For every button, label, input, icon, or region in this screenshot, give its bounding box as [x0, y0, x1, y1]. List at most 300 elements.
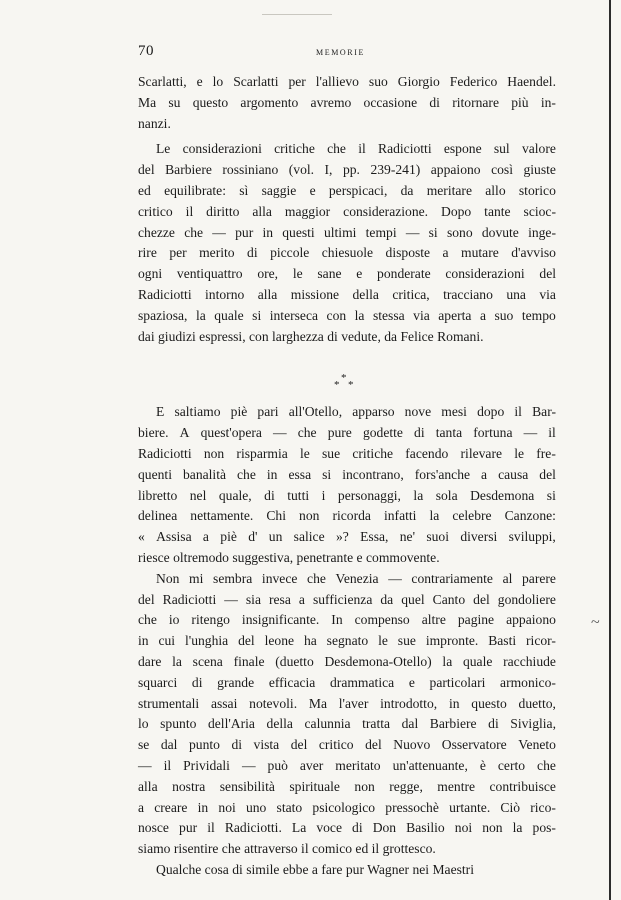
word: dell'Aria [207, 716, 255, 732]
word: del [365, 737, 382, 753]
word: Radiciotti [378, 141, 432, 157]
word: Canto [432, 591, 466, 607]
running-head: MEMORIE [316, 48, 365, 57]
word: lo [212, 74, 224, 89]
paragraph [138, 860, 556, 881]
word: Prividali [183, 757, 230, 773]
word: da [400, 182, 414, 198]
asterism-star: * [334, 379, 340, 392]
word: di [429, 94, 440, 110]
word: Federico [449, 74, 498, 89]
word: se [138, 737, 150, 753]
word: si [546, 487, 556, 503]
text-line [138, 285, 556, 306]
word: pagine [457, 612, 495, 628]
word: la [442, 653, 453, 669]
text-line [138, 673, 556, 694]
word: per [288, 74, 306, 89]
word: personaggi, [337, 487, 401, 503]
page-number: 70 [138, 43, 154, 59]
word: tanta [435, 425, 463, 441]
word: il [185, 203, 194, 219]
word: Don [372, 820, 397, 836]
word: Scarlatti, [138, 74, 187, 89]
word: sane [317, 266, 342, 282]
word: alla [257, 286, 278, 302]
body-text [138, 72, 556, 881]
word: la [413, 487, 424, 503]
word: pressochè [385, 799, 439, 815]
word: piè [230, 404, 248, 420]
word: aver [299, 757, 324, 773]
word: si [428, 224, 438, 240]
word: salice [293, 529, 325, 545]
word: gondoliere [497, 591, 556, 607]
word: non [203, 445, 225, 461]
word: Basti [488, 633, 517, 649]
word: del [138, 162, 155, 178]
word: quale, [218, 487, 252, 503]
word: ventiquattro [176, 266, 243, 282]
word: mutare [461, 245, 499, 261]
word: meritato [335, 757, 381, 773]
text-line [138, 139, 556, 160]
word: I, [324, 162, 333, 178]
word: il [548, 425, 556, 441]
word: tempo [521, 307, 556, 323]
paragraph [138, 402, 556, 568]
word: quest'opera [200, 425, 262, 441]
word: Radiciotti [138, 286, 192, 302]
word: tempi [365, 224, 397, 240]
word: critico [318, 737, 354, 753]
text-line [138, 714, 556, 735]
word: e [356, 266, 363, 282]
word: non [482, 820, 503, 836]
text-line [138, 777, 556, 798]
word: — [388, 570, 402, 586]
word: Ma [138, 94, 157, 110]
word: suoi [426, 529, 449, 545]
text-line [138, 223, 556, 244]
word: infatti [383, 508, 417, 524]
text-line [138, 756, 556, 777]
word: scena [192, 653, 223, 669]
word: resa [269, 591, 291, 607]
word: Le [156, 141, 171, 157]
word: fre- [536, 445, 556, 461]
word: notevoli. [249, 695, 298, 711]
text-line [138, 93, 556, 114]
word: Desdemona-Otello) [324, 653, 432, 669]
word: io [168, 612, 180, 628]
word: a [481, 466, 488, 482]
word: ricorda [332, 508, 371, 524]
word: introdotto, [380, 695, 438, 711]
word: dal [160, 737, 178, 753]
word: ed [138, 182, 151, 198]
text-line [138, 181, 556, 202]
word: Radiciotti. [224, 820, 282, 836]
word: pure [327, 425, 352, 441]
word: la [429, 508, 440, 524]
word: a [479, 307, 486, 323]
word: « [138, 529, 145, 545]
word: critica, [392, 286, 430, 302]
word: critiche [274, 141, 315, 157]
word: Bar- [532, 404, 556, 420]
text-line [138, 306, 556, 327]
word: mentre [437, 778, 476, 794]
word: Desdemona [470, 487, 535, 503]
word: tante [484, 203, 511, 219]
word: le [378, 633, 388, 649]
word: missione [290, 286, 340, 302]
word: sensibilità [219, 778, 275, 794]
word: inge- [528, 224, 556, 240]
word: Assisa [156, 529, 192, 545]
word: del [539, 266, 556, 282]
word: sviluppi, [508, 529, 556, 545]
word: che [307, 570, 326, 586]
text-line [138, 798, 556, 819]
word: d'avviso [511, 245, 556, 261]
text-line [138, 202, 556, 223]
word: via [413, 307, 430, 323]
word: (duetto [275, 653, 314, 669]
word: nel [189, 487, 207, 503]
text-line [138, 631, 556, 652]
word: ha [303, 633, 317, 649]
word: le [299, 445, 310, 461]
text-line [138, 694, 556, 715]
word: assai [210, 695, 238, 711]
word: — [405, 224, 420, 240]
word: ne' [399, 529, 416, 545]
word: Nuovo [393, 737, 431, 753]
word: non [299, 508, 320, 524]
word: e [196, 74, 203, 89]
word: racchiude [503, 653, 556, 669]
word: segnato [326, 633, 369, 649]
word: sola [435, 487, 458, 503]
word: creare [154, 799, 188, 815]
word: ritornare [452, 94, 499, 110]
word: grande [217, 674, 255, 690]
word: di [191, 674, 203, 690]
word: 239-241) [370, 162, 421, 178]
word: maggior [284, 203, 331, 219]
word: duetto, [518, 695, 556, 711]
word: Radiciotti [162, 591, 217, 607]
text-line [138, 486, 556, 507]
text-line: Qualche cosa di simile ebbe a fare pur Wagner nei Maestri [156, 861, 474, 877]
word: alla [252, 203, 272, 219]
word: in [262, 224, 274, 240]
text-line [138, 590, 556, 611]
word: Canzone: [504, 508, 556, 524]
word: Chi [266, 508, 286, 524]
word: mesi [441, 404, 467, 420]
word: contribuisce [489, 778, 556, 794]
word: può [267, 757, 288, 773]
word: che [297, 425, 317, 441]
word: quenti [138, 466, 172, 482]
word: saltiamo [174, 404, 221, 420]
word: cui [158, 633, 176, 649]
word: critiche [352, 445, 394, 461]
word: un [268, 529, 283, 545]
word: — [138, 757, 152, 773]
word: di [414, 425, 425, 441]
word: La [291, 820, 307, 836]
word: in- [540, 94, 556, 110]
text-line [138, 264, 556, 285]
word: sia [245, 591, 261, 607]
word: merito [199, 245, 235, 261]
text-line [138, 818, 556, 839]
word: che [184, 224, 204, 240]
word: appaiono [506, 612, 556, 628]
word: si [252, 307, 262, 323]
word: il [358, 141, 366, 157]
word: ogni [138, 266, 163, 282]
word: avremo [310, 94, 352, 110]
word: apparso [352, 404, 395, 420]
word: psicologico [312, 799, 376, 815]
word: che [327, 141, 346, 157]
word: suo [368, 74, 388, 89]
margin-mark: ~ [591, 614, 600, 631]
word: Non [156, 570, 180, 586]
word: allo [485, 182, 506, 198]
word: di [352, 820, 363, 836]
word: chiesuole [321, 245, 374, 261]
word: leone [264, 633, 295, 649]
word: Venezia [335, 570, 379, 586]
word: quale [214, 307, 244, 323]
word: del [138, 591, 155, 607]
word: sue [321, 445, 341, 461]
word: facendo [405, 445, 449, 461]
word: stessa [372, 307, 405, 323]
word: del [290, 737, 308, 753]
word: questi [282, 224, 315, 240]
asterism [138, 347, 556, 402]
word: su [168, 94, 181, 110]
word: E [156, 404, 165, 420]
word: Dopo [441, 203, 472, 219]
word: nettamente. [190, 508, 254, 524]
word: è [479, 757, 486, 773]
word: libretto [138, 487, 178, 503]
word: piccole [270, 245, 310, 261]
word: — [523, 425, 538, 441]
word: dal [401, 716, 419, 732]
paragraph [138, 139, 556, 347]
word: sembra [213, 570, 253, 586]
word: alla [138, 778, 158, 794]
word: non [354, 778, 375, 794]
word: la [354, 307, 365, 323]
word: il [207, 820, 215, 836]
word: la [195, 307, 206, 323]
word: mi [189, 570, 204, 586]
word: pp. [342, 162, 360, 178]
word: di [264, 487, 275, 503]
word: »? [335, 529, 349, 545]
text-line [138, 527, 556, 548]
word: ponderate [377, 266, 431, 282]
word: calunnia [304, 716, 351, 732]
word: stato [276, 799, 303, 815]
word: argomento [240, 94, 299, 110]
scan-edge-line [609, 0, 611, 900]
text-line [138, 569, 556, 590]
word: Scarlatti [233, 74, 279, 89]
text-line [138, 72, 556, 93]
word: suo [494, 307, 514, 323]
word: compenso [354, 612, 410, 628]
word: spaziosa, [138, 307, 188, 323]
word: in [138, 633, 149, 649]
word: celebre [452, 508, 492, 524]
word: rossiniano [222, 162, 279, 178]
word: scioc- [523, 203, 556, 219]
word: A [179, 425, 190, 441]
word: considerazioni [182, 141, 262, 157]
word: piè [220, 529, 237, 545]
word: Osservatore [441, 737, 507, 753]
word: Veneto [518, 737, 556, 753]
word: del [238, 633, 255, 649]
word: contrariamente [411, 570, 493, 586]
word: saggie [261, 182, 297, 198]
word: la [172, 653, 182, 669]
word: disposte [385, 245, 431, 261]
word: interseca [269, 307, 319, 323]
word: del [473, 591, 490, 607]
word: pur [235, 224, 254, 240]
text-line: nanzi. [138, 115, 171, 131]
word: di [488, 716, 499, 732]
word: dare [138, 653, 162, 669]
word: altre [421, 612, 446, 628]
word: le [514, 445, 525, 461]
word: così [491, 162, 513, 178]
word: a [298, 591, 305, 607]
word: che [237, 466, 256, 482]
word: Siviglia, [510, 716, 556, 732]
word: da [380, 591, 394, 607]
word: vista [253, 737, 280, 753]
word: delinea [138, 508, 178, 524]
word: chezze [138, 224, 175, 240]
word: l'allievo [315, 74, 359, 89]
word: urtante. [449, 799, 491, 815]
asterism-star: * [348, 379, 354, 392]
word: parere [522, 570, 556, 586]
text-line [138, 735, 556, 756]
word: (vol. [288, 162, 315, 178]
word: i [321, 487, 326, 503]
word: che [537, 757, 556, 773]
word: particolari [429, 674, 486, 690]
word: tutti [287, 487, 310, 503]
word: il [514, 404, 522, 420]
word: a [202, 529, 209, 545]
word: Basilio [406, 820, 445, 836]
word: — [273, 425, 287, 441]
word: — [212, 224, 226, 240]
text-line [138, 506, 556, 527]
word: Radiciotti [138, 445, 192, 461]
word: a [138, 799, 145, 815]
word: sue [397, 633, 416, 649]
asterism-star: * [341, 372, 347, 385]
word: tratta [362, 716, 391, 732]
word: — [241, 757, 256, 773]
word: godette [362, 425, 403, 441]
word: insignificante. [241, 612, 320, 628]
word: banalità [182, 466, 227, 482]
word: Ma [308, 695, 327, 711]
word: si [322, 466, 332, 482]
text-line: siamo risentire che attraverso il comico ed il grottesco. [138, 841, 436, 857]
text-line [138, 402, 556, 423]
word: Barbiere [429, 716, 477, 732]
text-line [138, 444, 556, 465]
word: quel [401, 591, 425, 607]
word: del [539, 466, 556, 482]
word: spirituale [289, 778, 340, 794]
text-line: riesce oltremodo suggestiva, penetrante e commovente. [138, 549, 440, 565]
word: sì [239, 182, 249, 198]
word: sufficienza [312, 591, 373, 607]
word: incontrano, [342, 466, 404, 482]
word: punto [188, 737, 220, 753]
paragraph [138, 569, 556, 860]
word: occasione [363, 94, 418, 110]
word: della [352, 286, 379, 302]
word: l'aver [338, 695, 369, 711]
word: un'attenuante, [392, 757, 468, 773]
word: diversi [460, 529, 498, 545]
word: che [138, 612, 157, 628]
word: Barbiere [165, 162, 212, 178]
word: uno [245, 799, 267, 815]
word: Haendel. [507, 74, 556, 89]
word: regge, [389, 778, 423, 794]
word: squarci [138, 674, 178, 690]
word: aperta [438, 307, 472, 323]
paragraph [138, 72, 556, 134]
word: giuste [523, 162, 556, 178]
word: ore, [257, 266, 279, 282]
word: ricor- [526, 633, 556, 649]
word: impronte. [425, 633, 479, 649]
word: certo [497, 757, 526, 773]
header-rule [262, 14, 332, 15]
word: le [292, 266, 303, 282]
word: causa [498, 466, 529, 482]
word: per [169, 245, 187, 261]
word: storico [518, 182, 556, 198]
word: valore [521, 141, 556, 157]
word: pari [257, 404, 279, 420]
word: in [197, 799, 209, 815]
word: e [309, 182, 316, 198]
